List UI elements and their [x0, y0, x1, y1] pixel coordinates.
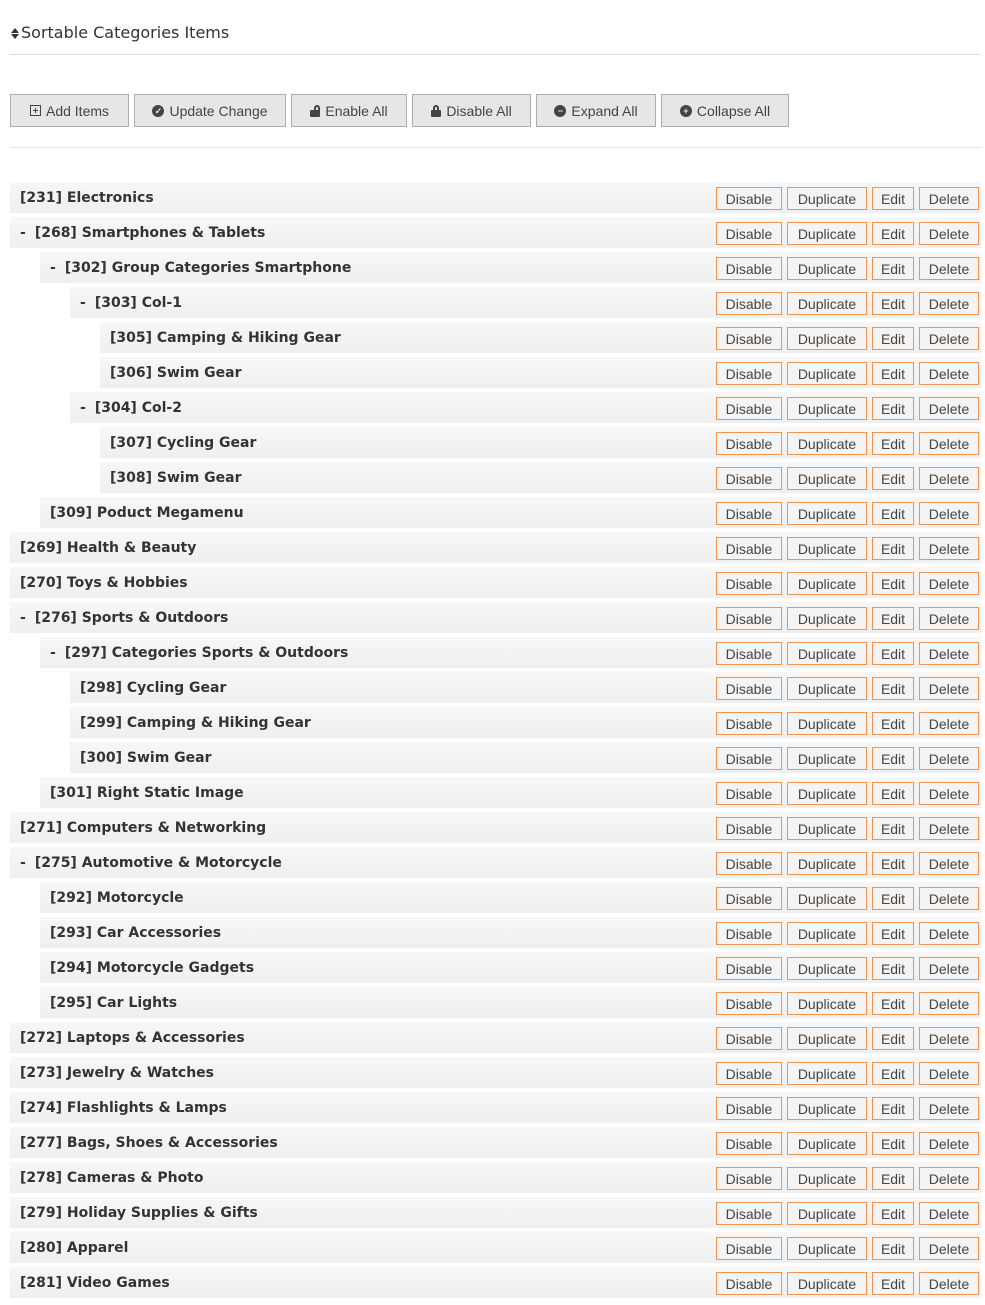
disable-button[interactable]: Disable: [716, 712, 782, 735]
disable-button[interactable]: Disable: [716, 1167, 782, 1190]
edit-button[interactable]: Edit: [872, 257, 914, 280]
delete-button[interactable]: Delete: [919, 607, 979, 630]
collapse-toggle[interactable]: -: [80, 294, 86, 311]
category-label: [40, 505, 244, 521]
disable-button[interactable]: Disable: [716, 1062, 782, 1085]
delete-button[interactable]: Delete: [919, 432, 979, 455]
delete-button[interactable]: Delete: [919, 537, 979, 560]
edit-button[interactable]: Edit: [872, 1027, 914, 1050]
category-label: [10, 1135, 278, 1151]
collapse-toggle[interactable]: -: [80, 399, 86, 416]
duplicate-button[interactable]: Duplicate: [787, 782, 867, 805]
category-label: [100, 330, 341, 346]
edit-button[interactable]: Edit: [872, 1237, 914, 1260]
duplicate-button[interactable]: Duplicate: [787, 1272, 867, 1295]
disable-button[interactable]: Disable: [716, 432, 782, 455]
category-name: [281] Video Games: [20, 1274, 170, 1291]
disable-button[interactable]: Disable: [716, 747, 782, 770]
delete-button[interactable]: Delete: [919, 362, 979, 385]
category-row[interactable]: [10, 217, 981, 248]
category-row[interactable]: [100, 322, 981, 353]
category-name: [271] Computers & Networking: [20, 819, 267, 836]
category-row[interactable]: [40, 637, 981, 668]
add-items-button[interactable]: [10, 94, 129, 127]
edit-button[interactable]: Edit: [872, 187, 914, 210]
category-name: [275] Automotive & Motorcycle: [34, 854, 282, 871]
collapse-toggle[interactable]: -: [20, 609, 26, 626]
row-actions: [716, 1132, 979, 1155]
category-label: [10, 855, 282, 871]
delete-button[interactable]: Delete: [919, 922, 979, 945]
update-change-label: Update Change: [169, 102, 268, 119]
disable-button[interactable]: Disable: [716, 992, 782, 1015]
category-name: [304] Col-2: [94, 399, 182, 416]
duplicate-button[interactable]: Duplicate: [787, 887, 867, 910]
category-row[interactable]: [100, 357, 981, 388]
edit-button[interactable]: Edit: [872, 1272, 914, 1295]
row-actions: [716, 362, 979, 385]
edit-button[interactable]: Edit: [872, 852, 914, 875]
edit-button[interactable]: Edit: [872, 467, 914, 490]
row-actions: [716, 292, 979, 315]
collapse-toggle[interactable]: -: [50, 644, 56, 661]
disable-button[interactable]: Disable: [716, 397, 782, 420]
row-actions: [716, 642, 979, 665]
delete-button[interactable]: Delete: [919, 1167, 979, 1190]
delete-button[interactable]: Delete: [919, 397, 979, 420]
disable-all-button[interactable]: [412, 94, 531, 127]
check-circle-icon: ✓: [152, 105, 164, 117]
edit-button[interactable]: Edit: [872, 327, 914, 350]
plus-square-icon: [30, 105, 41, 116]
disable-button[interactable]: Disable: [716, 467, 782, 490]
disable-button[interactable]: Disable: [716, 502, 782, 525]
category-row[interactable]: [40, 987, 981, 1018]
delete-button[interactable]: Delete: [919, 1237, 979, 1260]
minus-circle-icon: −: [554, 105, 566, 117]
category-row[interactable]: [70, 287, 981, 318]
category-name: [305] Camping & Hiking Gear: [110, 329, 341, 346]
row-actions: [716, 747, 979, 770]
disable-button[interactable]: Disable: [716, 222, 782, 245]
section-title-text: Sortable Categories Items: [21, 23, 230, 42]
edit-button[interactable]: Edit: [872, 782, 914, 805]
row-actions: [716, 1027, 979, 1050]
category-name: [278] Cameras & Photo: [20, 1169, 204, 1186]
category-row[interactable]: [70, 392, 981, 423]
row-actions: [716, 502, 979, 525]
row-actions: [716, 712, 979, 735]
edit-button[interactable]: Edit: [872, 1062, 914, 1085]
category-label: [10, 225, 265, 241]
edit-button[interactable]: Edit: [872, 887, 914, 910]
category-name: [300] Swim Gear: [80, 749, 212, 766]
duplicate-button[interactable]: Duplicate: [787, 922, 867, 945]
disable-button[interactable]: Disable: [716, 887, 782, 910]
add-items-label: Add Items: [45, 102, 110, 119]
category-row[interactable]: [10, 1197, 981, 1228]
edit-button[interactable]: Edit: [872, 432, 914, 455]
category-name: [276] Sports & Outdoors: [34, 609, 229, 626]
toolbar: [10, 94, 981, 127]
delete-button[interactable]: Delete: [919, 957, 979, 980]
edit-button[interactable]: Edit: [872, 537, 914, 560]
row-actions: [716, 1097, 979, 1120]
edit-button[interactable]: Edit: [872, 712, 914, 735]
disable-button[interactable]: Disable: [716, 537, 782, 560]
edit-button[interactable]: Edit: [872, 362, 914, 385]
row-actions: [716, 922, 979, 945]
disable-button[interactable]: Disable: [716, 187, 782, 210]
delete-button[interactable]: Delete: [919, 1027, 979, 1050]
duplicate-button[interactable]: Duplicate: [787, 1132, 867, 1155]
delete-button[interactable]: Delete: [919, 1062, 979, 1085]
category-label: [10, 1170, 204, 1186]
row-actions: [716, 467, 979, 490]
category-row[interactable]: [40, 777, 981, 808]
duplicate-button[interactable]: Duplicate: [787, 1167, 867, 1190]
category-row[interactable]: [10, 567, 981, 598]
section-header: [10, 20, 981, 55]
category-label: [10, 1030, 245, 1046]
category-row[interactable]: [10, 532, 981, 563]
duplicate-button[interactable]: Duplicate: [787, 712, 867, 735]
expand-all-label: Expand All: [571, 102, 638, 119]
delete-button[interactable]: Delete: [919, 327, 979, 350]
collapse-all-label: Collapse All: [696, 102, 771, 119]
row-actions: [716, 677, 979, 700]
category-name: [280] Apparel: [20, 1239, 129, 1256]
row-actions: [716, 887, 979, 910]
duplicate-button[interactable]: Duplicate: [787, 1062, 867, 1085]
category-row[interactable]: [40, 882, 981, 913]
duplicate-button[interactable]: Duplicate: [787, 327, 867, 350]
category-row[interactable]: [40, 252, 981, 283]
disable-button[interactable]: Disable: [716, 362, 782, 385]
duplicate-button[interactable]: Duplicate: [787, 817, 867, 840]
disable-button[interactable]: Disable: [716, 1272, 782, 1295]
category-label: [10, 820, 266, 836]
delete-button[interactable]: Delete: [919, 817, 979, 840]
duplicate-button[interactable]: Duplicate: [787, 992, 867, 1015]
plus-circle-icon: +: [680, 105, 692, 117]
category-row[interactable]: [100, 462, 981, 493]
row-actions: [716, 1062, 979, 1085]
row-actions: [716, 397, 979, 420]
update-change-button[interactable]: [134, 94, 286, 127]
duplicate-button[interactable]: Duplicate: [787, 1237, 867, 1260]
row-actions: [716, 1167, 979, 1190]
category-row[interactable]: [40, 917, 981, 948]
disable-button[interactable]: Disable: [716, 572, 782, 595]
edit-button[interactable]: Edit: [872, 607, 914, 630]
duplicate-button[interactable]: Duplicate: [787, 1027, 867, 1050]
category-label: [40, 995, 177, 1011]
section-title: [10, 20, 981, 46]
edit-button[interactable]: Edit: [872, 957, 914, 980]
duplicate-button[interactable]: Duplicate: [787, 642, 867, 665]
row-actions: [716, 222, 979, 245]
disable-button[interactable]: Disable: [716, 922, 782, 945]
disable-button[interactable]: Disable: [716, 292, 782, 315]
category-row[interactable]: [10, 847, 981, 878]
row-actions: [716, 1272, 979, 1295]
category-label: [40, 260, 351, 276]
category-row[interactable]: [100, 427, 981, 458]
category-label: [10, 1205, 258, 1221]
enable-all-button[interactable]: [291, 94, 407, 127]
row-actions: [716, 782, 979, 805]
duplicate-button[interactable]: Duplicate: [787, 432, 867, 455]
row-actions: [716, 327, 979, 350]
row-actions: [716, 957, 979, 980]
edit-button[interactable]: Edit: [872, 292, 914, 315]
duplicate-button[interactable]: Duplicate: [787, 677, 867, 700]
duplicate-button[interactable]: Duplicate: [787, 537, 867, 560]
category-name: [268] Smartphones & Tablets: [34, 224, 266, 241]
category-name: [298] Cycling Gear: [80, 679, 227, 696]
delete-button[interactable]: Delete: [919, 1272, 979, 1295]
duplicate-button[interactable]: Duplicate: [787, 467, 867, 490]
category-name: [302] Group Categories Smartphone: [64, 259, 352, 276]
category-label: [70, 680, 226, 696]
expand-all-button[interactable]: [536, 94, 656, 127]
disable-button[interactable]: Disable: [716, 1097, 782, 1120]
delete-button[interactable]: Delete: [919, 467, 979, 490]
edit-button[interactable]: Edit: [872, 502, 914, 525]
enable-all-label: Enable All: [325, 102, 388, 119]
row-actions: [716, 607, 979, 630]
disable-button[interactable]: Disable: [716, 607, 782, 630]
category-name: [295] Car Lights: [50, 994, 178, 1011]
duplicate-button[interactable]: Duplicate: [787, 1202, 867, 1225]
category-label: [10, 540, 196, 556]
edit-button[interactable]: Edit: [872, 1097, 914, 1120]
delete-button[interactable]: Delete: [919, 1097, 979, 1120]
disable-button[interactable]: Disable: [716, 677, 782, 700]
disable-button[interactable]: Disable: [716, 1237, 782, 1260]
category-label: [10, 1275, 170, 1291]
category-name: [272] Laptops & Accessories: [20, 1029, 245, 1046]
row-actions: [716, 817, 979, 840]
category-label: [40, 890, 184, 906]
category-label: [70, 750, 212, 766]
category-name: [273] Jewelry & Watches: [20, 1064, 214, 1081]
row-actions: [716, 1237, 979, 1260]
duplicate-button[interactable]: Duplicate: [787, 502, 867, 525]
category-label: [10, 1065, 214, 1081]
category-row[interactable]: [40, 952, 981, 983]
category-row[interactable]: [10, 1162, 981, 1193]
row-actions: [716, 187, 979, 210]
disable-button[interactable]: Disable: [716, 257, 782, 280]
category-row[interactable]: [10, 1232, 981, 1263]
sort-icon: [10, 26, 20, 40]
edit-button[interactable]: Edit: [872, 677, 914, 700]
delete-button[interactable]: Delete: [919, 187, 979, 210]
edit-button[interactable]: Edit: [872, 992, 914, 1015]
row-actions: [716, 1202, 979, 1225]
collapse-all-button[interactable]: [661, 94, 789, 127]
delete-button[interactable]: Delete: [919, 572, 979, 595]
edit-button[interactable]: Edit: [872, 817, 914, 840]
category-label: [10, 610, 228, 626]
category-row[interactable]: [10, 812, 981, 843]
delete-button[interactable]: Delete: [919, 852, 979, 875]
category-label: [40, 645, 348, 661]
category-name: [299] Camping & Hiking Gear: [80, 714, 311, 731]
disable-button[interactable]: Disable: [716, 1027, 782, 1050]
category-label: [40, 785, 244, 801]
edit-button[interactable]: Edit: [872, 922, 914, 945]
category-row[interactable]: [10, 1022, 981, 1053]
delete-button[interactable]: Delete: [919, 502, 979, 525]
delete-button[interactable]: Delete: [919, 782, 979, 805]
delete-button[interactable]: Delete: [919, 292, 979, 315]
category-name: [308] Swim Gear: [110, 469, 242, 486]
delete-button[interactable]: Delete: [919, 1132, 979, 1155]
category-name: [269] Health & Beauty: [20, 539, 197, 556]
category-row[interactable]: [10, 1092, 981, 1123]
duplicate-button[interactable]: Duplicate: [787, 362, 867, 385]
delete-button[interactable]: Delete: [919, 887, 979, 910]
disable-button[interactable]: Disable: [716, 817, 782, 840]
category-label: [70, 715, 311, 731]
category-row[interactable]: [70, 672, 981, 703]
category-row[interactable]: [70, 742, 981, 773]
category-label: [100, 365, 242, 381]
category-name: [297] Categories Sports & Outdoors: [64, 644, 349, 661]
duplicate-button[interactable]: Duplicate: [787, 747, 867, 770]
delete-button[interactable]: Delete: [919, 257, 979, 280]
delete-button[interactable]: Delete: [919, 642, 979, 665]
edit-button[interactable]: Edit: [872, 747, 914, 770]
divider: [10, 147, 981, 148]
category-name: [292] Motorcycle: [50, 889, 184, 906]
delete-button[interactable]: Delete: [919, 712, 979, 735]
edit-button[interactable]: Edit: [872, 572, 914, 595]
row-actions: [716, 537, 979, 560]
collapse-toggle[interactable]: -: [20, 224, 26, 241]
row-actions: [716, 852, 979, 875]
category-list: [10, 182, 981, 1302]
disable-button[interactable]: Disable: [716, 642, 782, 665]
category-row[interactable]: [10, 1127, 981, 1158]
edit-button[interactable]: Edit: [872, 397, 914, 420]
row-actions: [716, 992, 979, 1015]
category-label: [10, 1100, 227, 1116]
category-name: [293] Car Accessories: [50, 924, 222, 941]
category-label: [100, 435, 256, 451]
disable-button[interactable]: Disable: [716, 782, 782, 805]
delete-button[interactable]: Delete: [919, 747, 979, 770]
disable-button[interactable]: Disable: [716, 1202, 782, 1225]
delete-button[interactable]: Delete: [919, 677, 979, 700]
delete-button[interactable]: Delete: [919, 1202, 979, 1225]
collapse-toggle[interactable]: -: [50, 259, 56, 276]
delete-button[interactable]: Delete: [919, 992, 979, 1015]
category-label: [40, 960, 254, 976]
duplicate-button[interactable]: Duplicate: [787, 1097, 867, 1120]
category-label: [10, 575, 188, 591]
duplicate-button[interactable]: Duplicate: [787, 257, 867, 280]
duplicate-button[interactable]: Duplicate: [787, 572, 867, 595]
duplicate-button[interactable]: Duplicate: [787, 397, 867, 420]
unlock-icon: [310, 105, 320, 117]
row-actions: [716, 432, 979, 455]
row-actions: [716, 572, 979, 595]
category-name: [270] Toys & Hobbies: [20, 574, 188, 591]
category-name: [274] Flashlights & Lamps: [20, 1099, 227, 1116]
category-label: [100, 470, 242, 486]
category-name: [306] Swim Gear: [110, 364, 242, 381]
category-name: [307] Cycling Gear: [110, 434, 257, 451]
edit-button[interactable]: Edit: [872, 222, 914, 245]
disable-button[interactable]: Disable: [716, 852, 782, 875]
category-name: [231] Electronics: [20, 189, 154, 206]
category-label: [10, 1240, 128, 1256]
disable-button[interactable]: Disable: [716, 327, 782, 350]
delete-button[interactable]: Delete: [919, 222, 979, 245]
duplicate-button[interactable]: Duplicate: [787, 852, 867, 875]
category-row[interactable]: [10, 1267, 981, 1298]
category-label: [10, 190, 154, 206]
collapse-toggle[interactable]: -: [20, 854, 26, 871]
edit-button[interactable]: Edit: [872, 1132, 914, 1155]
category-name: [301] Right Static Image: [50, 784, 244, 801]
category-row[interactable]: [40, 497, 981, 528]
category-name: [303] Col-1: [94, 294, 182, 311]
category-name: [309] Poduct Megamenu: [50, 504, 244, 521]
disable-all-label: Disable All: [446, 102, 512, 119]
category-row[interactable]: [10, 602, 981, 633]
edit-button[interactable]: Edit: [872, 1202, 914, 1225]
category-row[interactable]: [10, 1057, 981, 1088]
category-label: [70, 400, 182, 416]
category-label: [40, 925, 221, 941]
row-actions: [716, 257, 979, 280]
category-row[interactable]: [70, 707, 981, 738]
lock-icon: [431, 105, 441, 117]
category-label: [70, 295, 182, 311]
duplicate-button[interactable]: Duplicate: [787, 292, 867, 315]
duplicate-button[interactable]: Duplicate: [787, 957, 867, 980]
category-name: [294] Motorcycle Gadgets: [50, 959, 255, 976]
duplicate-button[interactable]: Duplicate: [787, 222, 867, 245]
disable-button[interactable]: Disable: [716, 1132, 782, 1155]
category-row[interactable]: [10, 182, 981, 213]
duplicate-button[interactable]: Duplicate: [787, 187, 867, 210]
edit-button[interactable]: Edit: [872, 1167, 914, 1190]
disable-button[interactable]: Disable: [716, 957, 782, 980]
category-name: [279] Holiday Supplies & Gifts: [20, 1204, 258, 1221]
category-name: [277] Bags, Shoes & Accessories: [20, 1134, 278, 1151]
duplicate-button[interactable]: Duplicate: [787, 607, 867, 630]
edit-button[interactable]: Edit: [872, 642, 914, 665]
